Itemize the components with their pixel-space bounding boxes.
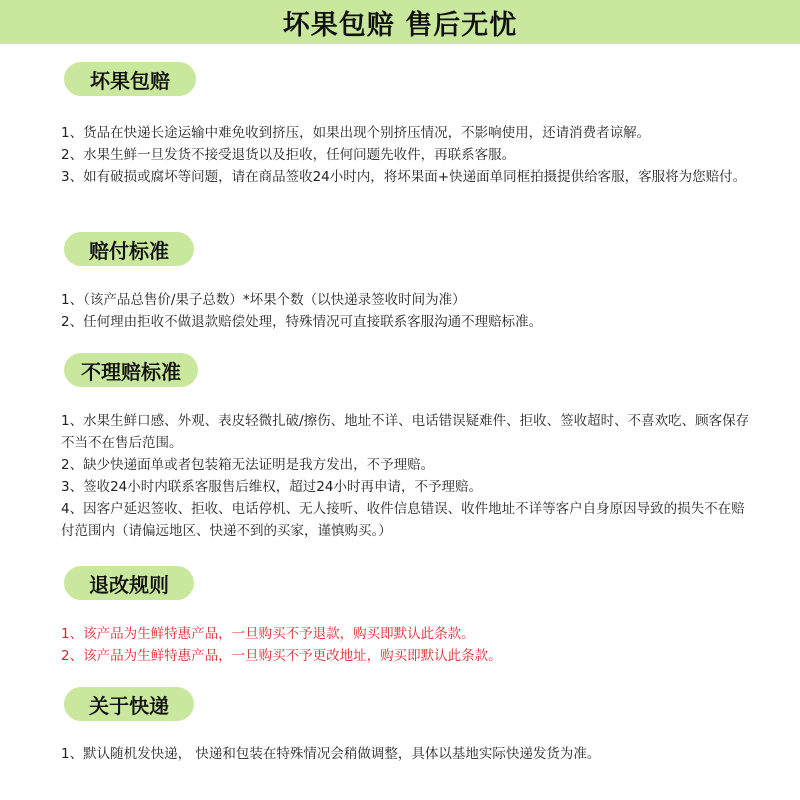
header-banner [0,0,800,44]
policy-line: 1、默认随机发快递， 快递和包装在特殊情况会稍做调整，具体以基地实际快递发货为准。 [61,746,601,762]
policy-line: 4、因客户延迟签收、拒收、电话停机、无人接听、收件信息错误、收件地址不详等客户自身原因导致的损失不在赔付范围内（请偏远地区、快递不到的买家，谨慎购买。） [61,501,745,539]
section-body-compensation [61,289,751,333]
policy-line: 1、（该产品总售价/果子总数）*坏果个数（以快递录签收时间为准） [61,292,466,308]
policy-line: 1、货品在快递长途运输中难免收到挤压，如果出现个别挤压情况，不影响使用，还请消费者谅解。 [61,125,651,141]
policy-line: 2、任何理由拒收不做退款赔偿处理，特殊情况可直接联系客服沟通不理赔标准。 [61,314,543,330]
policy-line: 1、水果生鲜口感、外观、表皮轻微扎破/擦伤、地址不详、电话错误疑难件、拒收、签收超时、不喜欢吃、顾客保存不当不在售后范围。 [61,413,750,451]
section-body-bad-fruit [61,122,751,188]
policy-line: 2、水果生鲜一旦发货不接受退货以及拒收，任何问题先收件，再联系客服。 [61,147,516,163]
policy-line: 2、缺少快递面单或者包装箱无法证明是我方发出，不予理赔。 [61,457,435,473]
section-heading-delivery: 关于快递 [64,687,194,721]
section-heading-compensation: 赔付标准 [64,232,194,266]
section-heading-bad-fruit: 坏果包赔 [64,62,196,96]
policy-line: 3、签收24小时内联系客服售后维权，超过24小时再申请，不予理赔。 [61,479,482,495]
section-body-return-rules [61,623,751,667]
section-heading-return-rules: 退改规则 [64,566,194,600]
page-title: 坏果包赔 售后无忧 [282,9,518,41]
policy-line: 3、如有破损或腐坏等问题，请在商品签收24小时内，将坏果面+快递面单同框拍摄提供给客服，客服将为您赔付。 [61,169,747,185]
warning-line: 2、该产品为生鲜特惠产品，一旦购买不予更改地址，购买即默认此条款。 [61,648,502,664]
section-body-no-compensation [61,410,751,542]
section-heading-no-compensation: 不理赔标准 [64,353,198,387]
section-body-delivery [61,743,751,765]
warning-line: 1、该产品为生鲜特惠产品，一旦购买不予退款，购买即默认此条款。 [61,626,475,642]
